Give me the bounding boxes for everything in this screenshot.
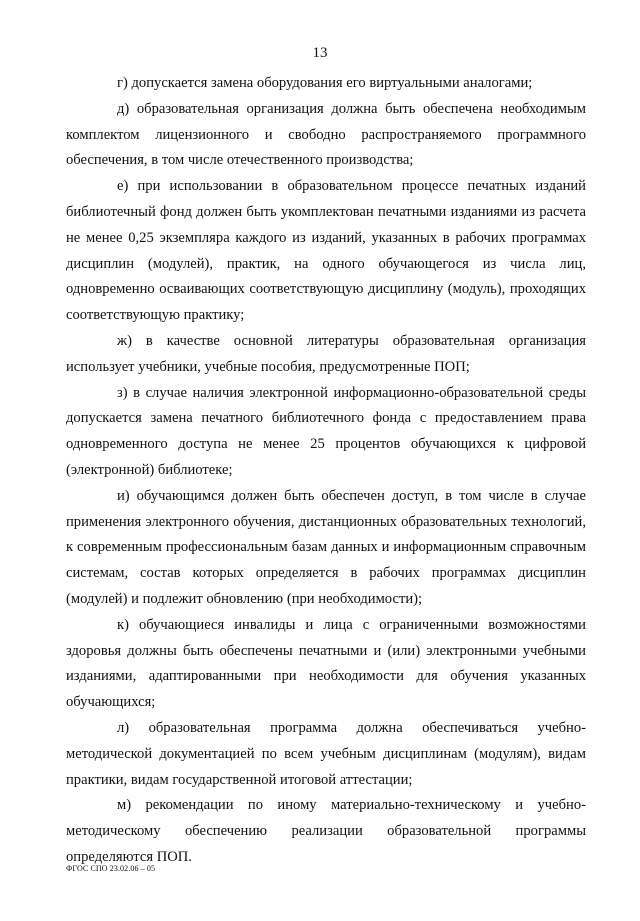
paragraph-i: и) обучающимся должен быть обеспечен доступ, в том числе в случае применения электронного обучения, дистанционных образовательных технологий, к современным профессиональным базам данных и информационным справочным системам, состав которых определяется в рабочих программах дисциплин (модулей) и подлежит обновлению (при необходимости); (66, 487, 586, 607)
document-body (66, 71, 586, 871)
paragraph-m: м) рекомендации по иному материально-техническому и учебно-методическому обеспечению реализации образовательной программы определяются ПОП. (66, 797, 586, 865)
page-number: 13 (312, 45, 328, 61)
document-footer: ФГОС СПО 23.02.06 – 05 (66, 864, 156, 873)
paragraph-z: з) в случае наличия электронной информационно-образовательной среды допускается замена печатного библиотечного фонда с предоставлением права одновременного доступа не менее 25 процентов обучающихся к цифровой (электронной) библиотеке; (66, 384, 586, 478)
paragraph-d: д) образовательная организация должна быть обеспечена необходимым комплектом лицензионного и свободно распространяемого программного обеспечения, в том числе отечественного производства; (66, 100, 586, 169)
paragraph-k: к) обучающиеся инвалиды и лица с ограниченными возможностями здоровья должны быть обеспечены печатными и (или) электронными учебными изданиями, адаптированными при необходимости для обучения указанных обучающихся; (66, 616, 586, 711)
paragraph-g: г) допускается замена оборудования его виртуальными аналогами; (117, 75, 533, 91)
paragraph-zh: ж) в качестве основной литературы образовательная организация использует учебники, учебные пособия, предусмотренные ПОП; (66, 332, 586, 375)
paragraph-e: е) при использовании в образовательном процессе печатных изданий библиотечный фонд должен быть укомплектован печатными изданиями из расчета не менее 0,25 экземпляра каждого из изданий, указанных в рабочих программах дисциплин (модулей), практик, на одного обучающегося из числа лиц, одновременно осваивающих соответствующую дисциплину (модуль), проходящих соответствующую практику; (66, 178, 586, 324)
paragraph-l: л) образовательная программа должна обеспечиваться учебно-методической документацией по всем учебным дисциплинам (модулям), видам практики, видам государственной итоговой аттестации; (66, 719, 586, 788)
